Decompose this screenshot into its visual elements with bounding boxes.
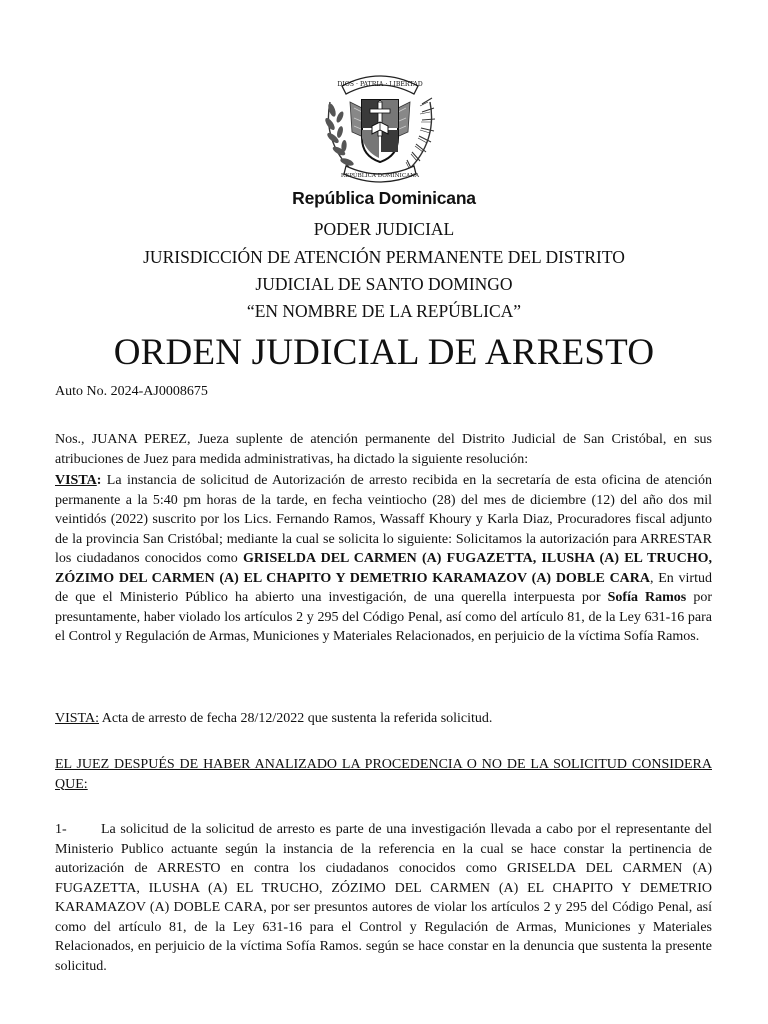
vista-colon: : [96, 473, 102, 488]
vista-text-c: por presuntamente, haber violado los artículos 2 y 295 del Código Penal, así como del artículo 81, de la Ley 631-16 para el Control y Regulación de Armas, Municiones y Materiales Relacionados, en perjuicio de la víctima Sofía Ramos. [55, 590, 712, 644]
vista-paragraph [55, 471, 712, 647]
header-line-district: JUDICIAL DE SANTO DOMINGO [255, 274, 513, 294]
svg-text:REPÚBLICA DOMINICANA: REPÚBLICA DOMINICANA [340, 173, 420, 179]
header-line-jurisdiction: JURISDICCIÓN DE ATENCIÓN PERMANENTE DEL DISTRITO [143, 247, 625, 267]
vista2-label: VISTA: [55, 711, 99, 726]
document-title: ORDEN JUDICIAL DE ARRESTO [113, 332, 655, 373]
considerando-number: 1- [55, 822, 67, 837]
header-line-poder-judicial: PODER JUDICIAL [313, 219, 455, 239]
vista-label: VISTA [55, 473, 97, 488]
svg-text:DIOS · PATRIA · LIBERTAD: DIOS · PATRIA · LIBERTAD [337, 81, 423, 88]
judge-paragraph: Nos., JUANA PEREZ, Jueza suplente de atención permanente del Distrito Judicial de San Cristóbal, en sus atribuciones de Juez para medida administrativas, ha dictado la siguiente resolución: [55, 432, 712, 467]
coat-of-arms-icon [316, 62, 444, 188]
defendant-names: GRISELDA DEL CARMEN (A) FUGAZETTA, ILUSHA (A) EL TRUCHO, ZÓZIMO DEL CARMEN (A) EL CHAPITO Y DEMETRIO KARAMAZOV (A) DOBLE CARA [55, 551, 712, 586]
auto-number: Auto No. 2024-AJ0008675 [55, 384, 208, 399]
judge-considers-heading: EL JUEZ DESPUÉS DE HABER ANALIZADO LA PROCEDENCIA O NO DE LA SOLICITUD CONSIDERA QUE: [55, 757, 712, 792]
considerando-text: La solicitud de la solicitud de arresto es parte de una investigación llevada a cabo por el representante del Ministerio Publico actuante según la instancia de la referencia en la cual se hace constar la pertinencia de autorización de ARRESTO en contra los ciudadanos conocidos como GRISELDA DEL CARMEN (A) FUGAZETTA, ILUSHA (A) EL TRUCHO, ZÓZIMO DEL CARMEN (A) EL CHAPITO Y DEMETRIO KARAMAZOV (A) DOBLE CARA, por ser presuntos autores de violar los artículos 2 y 295 del Código Penal, así como del artículo 81, de la Ley 631-16 para el Control y Regulación de Armas, Municiones y Materiales Relacionados, en perjuicio de la víctima Sofía Ramos. según se hace constar en la denuncia que sustenta la presente solicitud. [55, 822, 712, 974]
republic-name: República Dominicana [292, 188, 476, 208]
vista2-text: Acta de arresto de fecha 28/12/2022 que sustenta la referida solicitud. [99, 711, 493, 726]
vista-text-b: , En virtud de que el Ministerio Público ha abierto una investigación, de una querella interpuesta por [55, 570, 712, 605]
vista-text-a: La instancia de solicitud de Autorización de arresto recibida en la secretaría de esta oficina de atención permanente a la 5:40 pm horas de la tarde, en fecha veintiocho (28) del mes de diciembre (12) del año dos mil veintidós (2022) suscrito por los Lics. Fernando Ramos, Wassaff Khoury y Karla Diaz, Procuradores fiscal adjunto de la provincia San Cristóbal; mediante la cual se solicita lo siguiente: Solicitamos la autorización para ARRESTAR los ciudadanos conocidos como [55, 473, 712, 566]
considerando-1 [55, 820, 712, 976]
header-line-motto: “EN NOMBRE DE LA REPÚBLICA” [246, 301, 522, 321]
vista-arrest-record-paragraph [55, 709, 712, 729]
complainant-name: Sofía Ramos [607, 590, 687, 605]
